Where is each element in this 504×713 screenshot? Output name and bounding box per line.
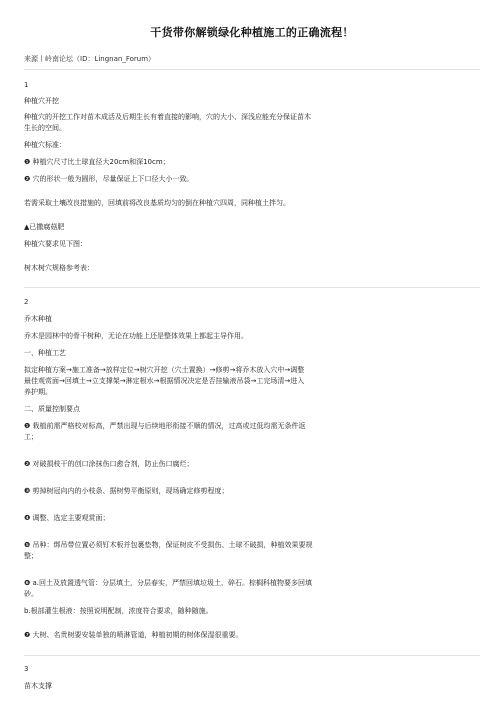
table-reference: 树木树穴规格参考表： — [24, 264, 94, 272]
process-steps-end: 养护期。 — [24, 388, 52, 396]
control-point-1: ❶ 栽植前需严格校对标高，严禁出现与后续地形衔接不顺的情况，过高或过低均需无条件返 — [24, 422, 306, 430]
control-point-6-cont: 砂。 — [24, 590, 38, 598]
soil-note: 若需采取土壤改良措施的，回填前将改良基质均匀的倒在种植穴四周，同种植土拌匀。 — [24, 199, 290, 207]
control-point-5-cont: 整； — [24, 552, 38, 560]
control-point-6: ❻ a.回土及放置透气管：分层填土，分层春实，严禁回填垃圾土、碎石。棕榈科植物要多回填 — [24, 579, 313, 587]
divider — [24, 69, 480, 70]
section-1-intro: 种植穴的开挖工作对苗木成活及后期生长有着直接的影响，穴的大小、深浅应能充分保证苗木 — [24, 113, 311, 121]
article-title: 干货带你解锁绿化种植施工的正确流程！ — [150, 26, 354, 39]
divider — [24, 287, 480, 288]
divider — [24, 655, 480, 656]
control-point-1-cont: 工； — [24, 433, 38, 441]
section-2-heading: 乔木种植 — [24, 315, 52, 323]
process-steps-cont: 最佳观赏面→回填土→立支撑架→淋定根水→根据情况决定是否挂输液吊袋→工完场清→进入 — [24, 377, 305, 385]
standard-item-1: ❶ 种植穴尺寸比土球直径大20cm和深10cm； — [24, 158, 170, 166]
section-3-heading: 苗木支撑 — [24, 682, 52, 690]
section-1-heading: 种植穴开挖 — [24, 97, 59, 105]
control-title: 二、质量控制要点 — [24, 405, 80, 413]
standard-item-2: ❷ 穴的形状一般为圆形，尽量保证上下口径大小一致。 — [24, 175, 194, 183]
process-steps: 拟定种植方案→施工准备→放样定位→树穴开挖（穴土置换）→修剪→将乔木放入穴中→调整 — [24, 366, 305, 374]
control-point-7: ❼ 大树、名贵树要安装单独的喷淋管道，种植初期的树体保湿很重要。 — [24, 631, 243, 639]
control-point-5: ❺ 吊种：绑吊带位置必须钉木板并包裹垫物，保证树皮不受损伤、土球不破损，种植效果要规 — [24, 541, 313, 549]
section-2-number: 2 — [24, 298, 29, 306]
article-source: 来源丨岭南论坛（ID：Lingnan_Forum） — [24, 55, 156, 63]
fertilizer-caption: ▲已撒腐菇肥 — [24, 223, 65, 231]
requirement-caption: 种植穴要求见下图： — [24, 240, 87, 248]
standard-label: 种植穴标准： — [24, 141, 66, 149]
section-2-intro: 乔木是园林中的骨干树种，无论在功能上还是整体效果上都起主导作用。 — [24, 332, 248, 340]
section-3-number: 3 — [24, 665, 29, 673]
control-point-4: ❹ 调整、选定主要观赏面； — [24, 514, 110, 522]
section-1-number: 1 — [24, 81, 29, 89]
control-point-6b: b.根部灌生根液：按照说明配制，浓度符合要求，随种随施。 — [24, 607, 213, 615]
process-title: 一、种植工艺 — [24, 349, 66, 357]
control-point-3: ❸ 剪掉树冠向内的小枝条、据树势平衡原则，现场确定修剪程度； — [24, 487, 229, 495]
section-1-intro-cont: 生长的空间。 — [24, 124, 66, 132]
control-point-2: ❷ 对破损枝干的创口涂抹伤口愈合剂，防止伤口腐烂； — [24, 460, 194, 468]
